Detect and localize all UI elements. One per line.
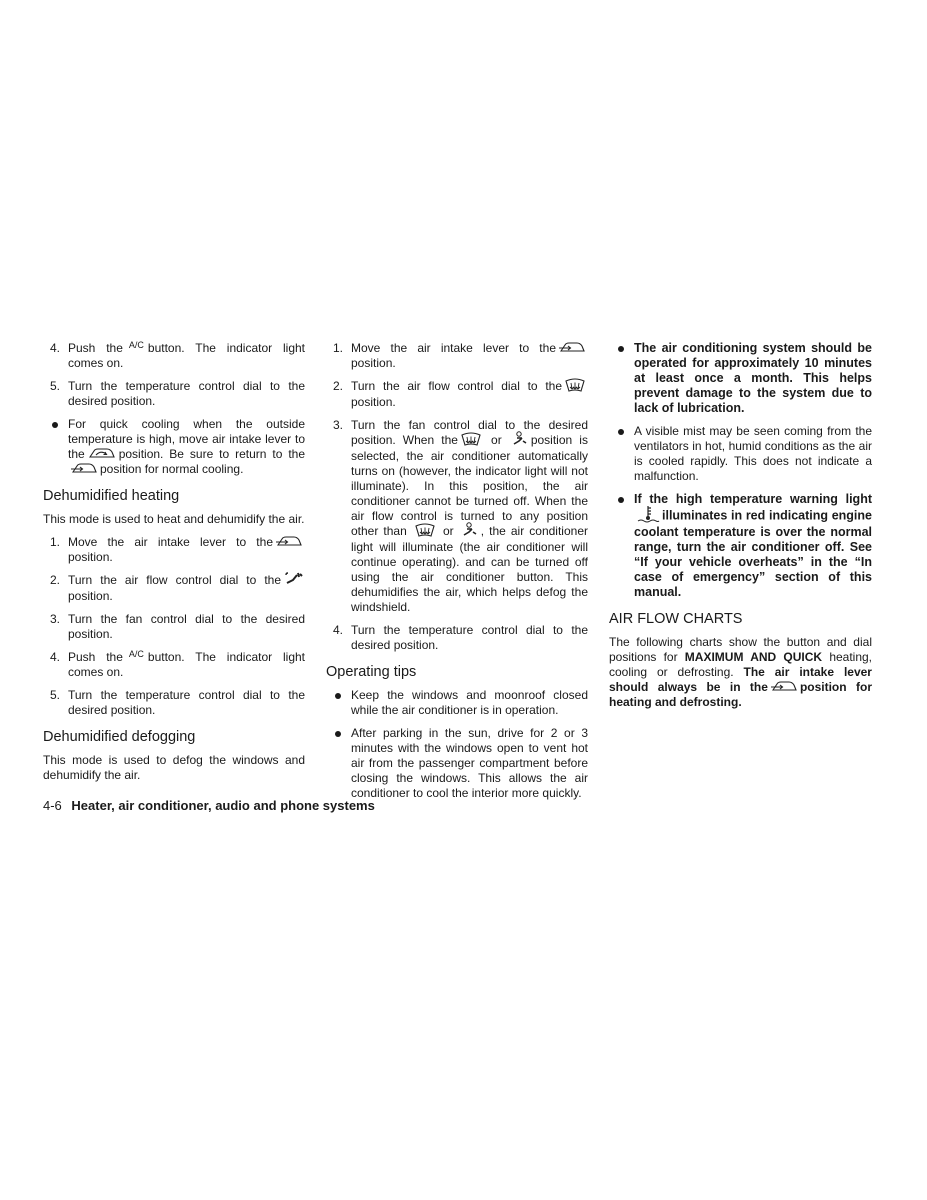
list-item — [326, 418, 588, 615]
section-heading: AIR FLOW CHARTS — [609, 611, 743, 627]
item-text: Move the air intake lever to the — [68, 535, 273, 549]
item-number: 2. — [50, 573, 61, 587]
item-text: position. — [351, 356, 396, 370]
item-number: 4. — [50, 650, 61, 664]
ac-button-icon: A/C — [128, 649, 144, 659]
item-number: 3. — [50, 612, 61, 626]
page-number: 4-6 — [43, 798, 62, 813]
list-item — [43, 573, 305, 604]
list-item — [43, 612, 305, 642]
page-footer — [43, 798, 375, 813]
bullet-icon — [618, 429, 624, 435]
item-text: or — [442, 524, 454, 539]
coolant-temp-warning-icon — [636, 505, 660, 523]
paragraph — [609, 635, 872, 710]
outside-air-icon — [558, 340, 586, 354]
list-item — [326, 341, 588, 371]
chapter-title: Heater, air conditioner, audio and phone systems — [71, 798, 375, 813]
section-heading: Dehumidified defogging — [43, 729, 196, 745]
item-number: 1. — [50, 535, 61, 549]
bullet-item — [609, 341, 872, 416]
item-number: 4. — [333, 623, 344, 637]
list-item — [43, 341, 305, 371]
item-text: position. — [68, 550, 113, 564]
item-text: Keep the windows and moonroof closed while the air conditioner is in operation. — [351, 688, 588, 717]
item-text: Move the air intake lever to the — [351, 341, 556, 355]
bullet-icon — [618, 346, 624, 352]
ac-button-icon: A/C — [128, 340, 144, 350]
bullet-item — [326, 726, 588, 801]
column-1 — [43, 341, 305, 791]
item-text: The air conditioning system should be operated for approximately 10 minutes at least once a month. This helps prevent damage to the system due to lack of lubrication. — [634, 341, 872, 415]
item-text: position. — [68, 589, 113, 603]
bullet-icon — [618, 497, 624, 503]
paragraph-bold-text: The air intake lever should always be in the — [609, 665, 872, 694]
column-2 — [326, 341, 588, 809]
item-text: After parking in the sun, drive for 2 or 3 minutes with the windows open to vent hot air from the passenger compartment before closing the windows. This allows the air conditioner to cool the interior more quickly. — [351, 726, 588, 800]
item-text: A visible mist may be seen coming from the ventilators in hot, humid conditions as the air is cooled rapidly. This does not indicate a malfunction. — [634, 424, 872, 483]
item-number: 2. — [333, 379, 344, 393]
item-number: 5. — [50, 688, 61, 702]
defrost-icon — [460, 431, 482, 447]
item-text: Turn the temperature control dial to the desired position. — [351, 623, 588, 652]
item-text: Push the — [68, 341, 123, 355]
bullet-item — [609, 492, 872, 600]
item-text: button. The indicator light comes on. — [68, 650, 305, 679]
outside-air-icon — [70, 461, 98, 475]
outside-air-icon — [275, 534, 303, 548]
item-text: position. Be sure to return to the — [118, 447, 305, 461]
item-text: button. The indicator light comes on. — [68, 341, 305, 370]
paragraph: This mode is used to defog the windows and dehumidify the air. — [43, 753, 305, 782]
paragraph-bold-text: position for heating and defrosting. — [609, 680, 872, 709]
defrost-floor-icon — [511, 431, 529, 447]
item-text: Turn the air flow control dial to the — [68, 573, 281, 588]
paragraph-text: The following charts show the button and dial positions for — [609, 635, 872, 664]
defrost-icon — [414, 522, 436, 538]
item-number: 1. — [333, 341, 344, 355]
paragraph-text: heating, cooling or defrosting. — [609, 650, 873, 679]
floor-defrost-icon — [283, 571, 303, 587]
item-text: Turn the fan control dial to the desired position. — [68, 612, 305, 641]
bullet-item — [43, 417, 305, 477]
list-item — [43, 688, 305, 718]
item-text: If the high temperature warning light — [634, 492, 872, 506]
section-heading: Operating tips — [326, 664, 417, 680]
recirculate-icon — [87, 446, 117, 460]
defrost-floor-icon — [461, 522, 479, 538]
item-text: position. — [351, 395, 396, 409]
item-text: Turn the temperature control dial to the desired position. — [68, 688, 305, 717]
list-item — [326, 379, 588, 410]
item-text: or — [491, 433, 502, 448]
item-text: For quick cooling when the outside temperature is high, move air intake lever to the — [68, 417, 305, 461]
section-heading: Dehumidified heating — [43, 488, 180, 504]
list-item — [43, 535, 305, 565]
item-text: illuminates in red indicating engine coolant temperature is over the normal range, turn the air conditioner off. See “If your vehicle overheats” in the “In case of emergency” section of this manual. — [634, 508, 872, 599]
defrost-icon — [564, 377, 586, 393]
bullet-icon — [335, 693, 341, 699]
list-item — [326, 623, 588, 653]
item-number: 3. — [333, 418, 344, 432]
bullet-icon — [52, 422, 58, 428]
list-item — [43, 379, 305, 409]
item-number: 4. — [50, 341, 61, 355]
item-text: position for normal cooling. — [100, 462, 244, 476]
item-number: 5. — [50, 379, 61, 393]
item-text: Push the — [68, 650, 123, 664]
list-item — [43, 650, 305, 680]
bullet-item — [609, 424, 872, 484]
column-3 — [609, 341, 872, 718]
bullet-icon — [335, 731, 341, 737]
item-text: Turn the fan control dial to the desired position. When the — [351, 418, 588, 448]
item-text: Turn the temperature control dial to the desired position. — [68, 379, 305, 408]
paragraph: This mode is used to heat and dehumidify the air. — [43, 512, 305, 526]
bullet-item — [326, 688, 588, 718]
paragraph-bold-text: MAXIMUM AND QUICK — [684, 650, 823, 664]
outside-air-icon — [770, 679, 798, 693]
item-text: position is selected, the air conditioner automatically turns on (however, the indicator light will not illuminate). In this position, the air conditioner cannot be turned off. When the air flow control is turned to any position other than — [351, 433, 588, 539]
item-text: Turn the air flow control dial to the — [351, 379, 562, 394]
item-text: , the air conditioner light will illuminate (the air conditioner will continue operating). and can be turned off using the air conditioner button. This dehumidifies the air, which helps defog the windshield. — [351, 524, 588, 614]
